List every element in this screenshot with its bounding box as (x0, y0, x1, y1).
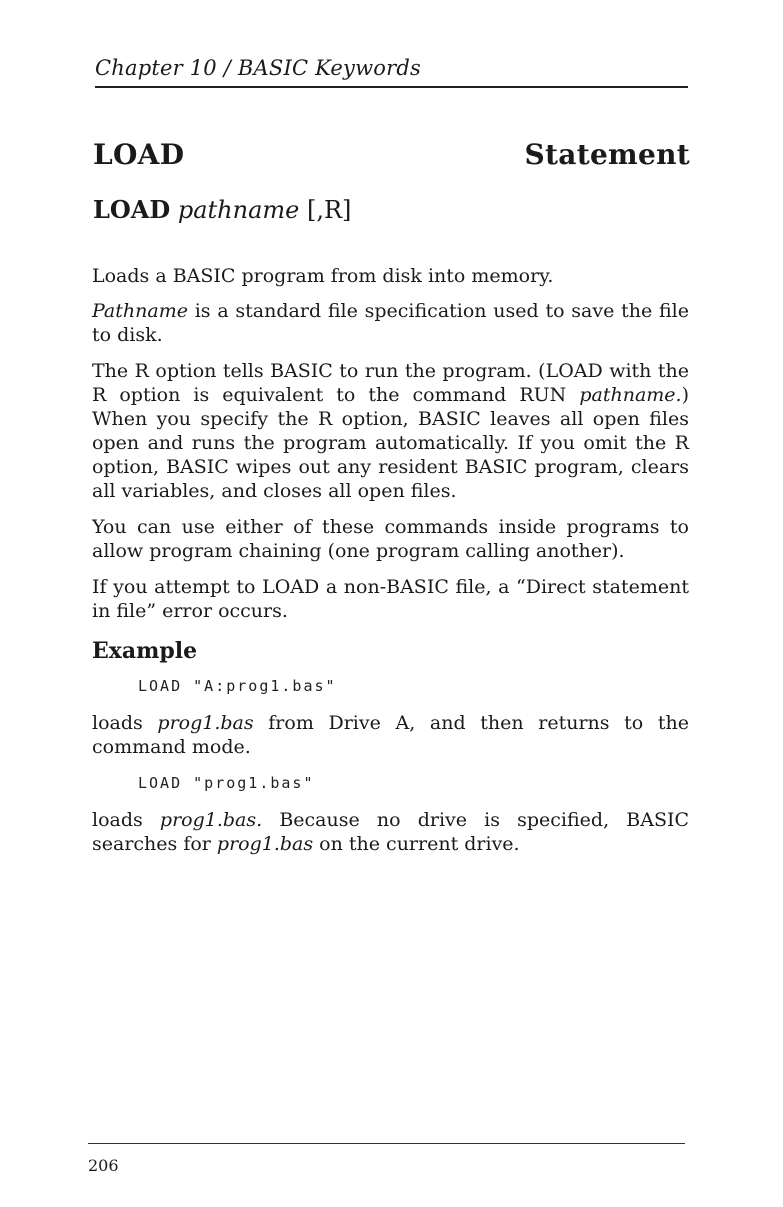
paragraph-description: Loads a BASIC program from disk into memory. (92, 265, 554, 287)
footer-rule (88, 1143, 685, 1144)
desc1-file: prog1.bas (157, 712, 254, 734)
header-rule (95, 86, 688, 88)
paragraph-r-option (92, 359, 689, 503)
page-number: 206 (88, 1156, 119, 1175)
r-option-pathname: pathname. (579, 384, 682, 406)
syntax-keyword: LOAD (93, 195, 171, 224)
body-text (92, 264, 689, 868)
desc1-post: from Drive A, and then returns to the command mode. (92, 712, 690, 758)
syntax-options: [,R] (299, 196, 352, 224)
example-description-1 (92, 711, 689, 759)
r-option-text-c: ) When you specify the R option, BASIC leaves all open files open and runs the program automatically. If you omit the R option, BASIC wipes out any resident BASIC program, clears all variables, and closes all open files. (92, 384, 689, 502)
syntax-line (93, 195, 351, 224)
running-head: Chapter 10 / BASIC Keywords (95, 56, 421, 80)
example-heading: Example (92, 638, 198, 664)
code-example-1: LOAD "A:prog1.bas" (138, 677, 337, 695)
desc2-file: prog1.bas. (159, 809, 263, 831)
desc2-pre: loads (92, 809, 160, 831)
entry-title-row (93, 138, 690, 171)
r-option-text-a: The R option tells BASIC to run the program. (LOAD with the R option is equivalent to the command RUN (92, 360, 689, 406)
desc2-mid: Because no drive is specified, BASIC searches for (92, 809, 689, 855)
entry-title: LOAD (93, 138, 185, 171)
desc1-pre: loads (92, 712, 158, 734)
example-description-2 (92, 808, 689, 856)
desc2-post: on the current drive. (313, 833, 520, 855)
desc2-file2: prog1.bas (216, 833, 314, 855)
paragraph-pathname (92, 299, 689, 347)
pathname-text: is a standard file specification used to save the file to disk. (92, 300, 689, 346)
code-example-2: LOAD "prog1.bas" (138, 774, 315, 792)
paragraph-error: If you attempt to LOAD a non-BASIC file, a “Direct statement in file” error occurs. (92, 576, 689, 622)
pathname-term: Pathname (92, 300, 188, 322)
syntax-argument: pathname (177, 196, 300, 224)
paragraph-chaining: You can use either of these commands inside programs to allow program chaining (one program calling another). (92, 516, 689, 562)
entry-type: Statement (524, 138, 690, 171)
